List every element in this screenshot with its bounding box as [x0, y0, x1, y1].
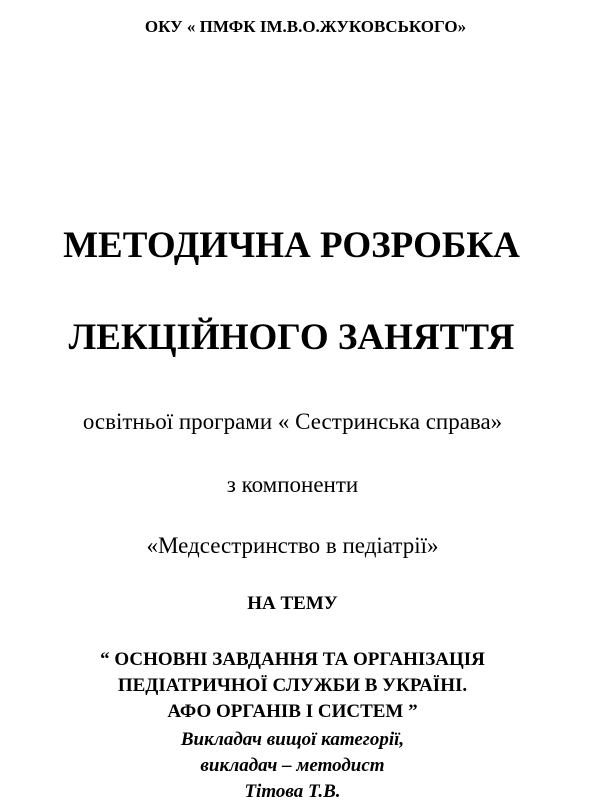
component-intro: з компоненти — [226, 472, 359, 497]
component-name: «Медсестринство в педіатрії» — [146, 533, 439, 558]
topic-block — [0, 647, 598, 725]
theme-label: НА ТЕМУ — [247, 593, 338, 614]
topic-line-3: АФО ОРГАНІВ І СИСТЕМ ” — [167, 701, 418, 722]
topic-line-1: “ ОСНОВНІ ЗАВДАННЯ ТА ОРГАНІЗАЦІЯ — [100, 649, 485, 670]
topic-line-2: ПЕДІАТРИЧНОЇ СЛУЖБИ В УКРАЇНІ. — [117, 675, 468, 696]
lecturer-name: Тітова Т.В. — [244, 781, 341, 802]
lecturer-block — [0, 727, 598, 805]
document-title-line-1: МЕТОДИЧНА РОЗРОБКА — [63, 225, 520, 266]
document-title-line-2: ЛЕКЦІЙНОГО ЗАНЯТТЯ — [68, 317, 515, 358]
lecturer-line-2: викладач – методист — [200, 755, 385, 776]
institution-name: ОКУ « ПМФК ІМ.В.О.ЖУКОВСЬКОГО» — [144, 17, 467, 36]
program-name: освітньої програми « Сестринська справа» — [82, 409, 503, 434]
lecturer-line-1: Викладач вищої категорії, — [180, 729, 405, 750]
